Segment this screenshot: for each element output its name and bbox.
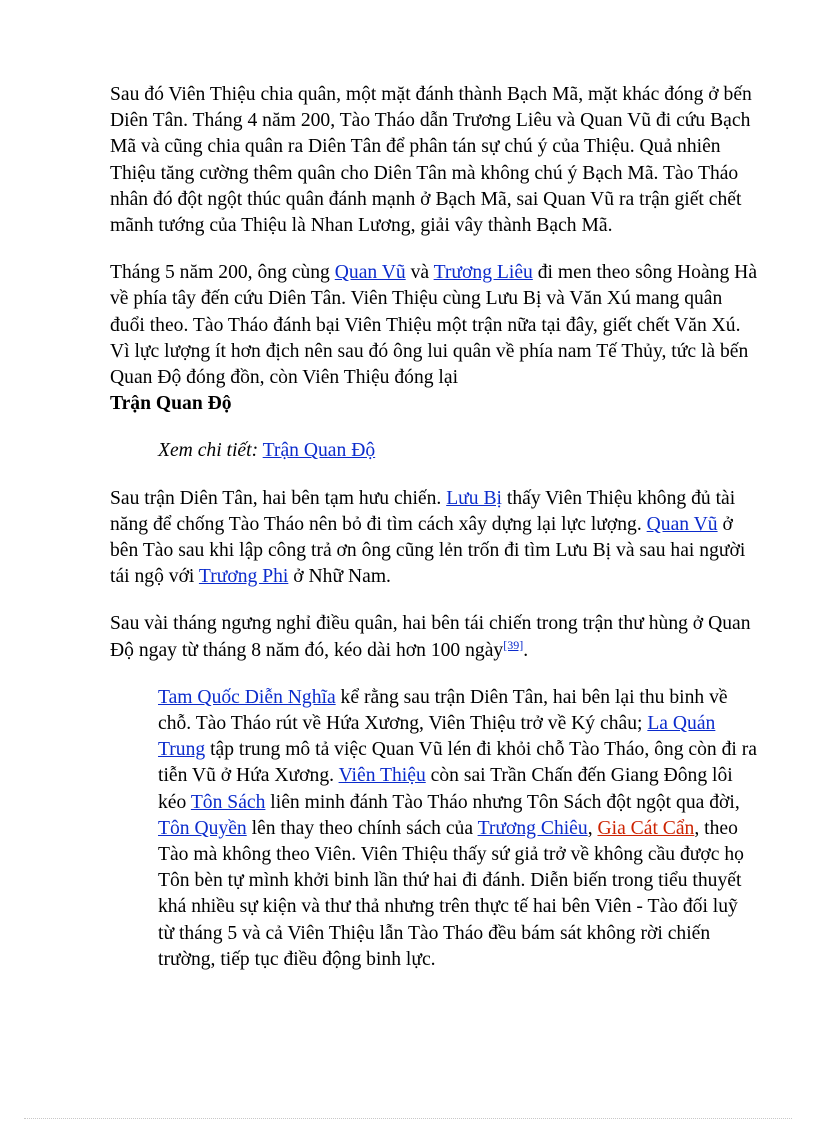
text: kể rằng sau trận Diên Tân, hai bên lại thu binh về chỗ. Tào Tháo rút về Hứa Xương, Viên Thiệu trở về Ký châu; [158, 686, 728, 735]
text: thấy Viên Thiệu không đủ tài năng để chống Tào Tháo nên bỏ đi tìm cách xây dựng lại lực lượng. [110, 487, 736, 535]
document-page [110, 82, 760, 973]
text: Sau trận Diên Tân, hai bên tạm hưu chiến. [110, 487, 447, 509]
link-quan-vu[interactable]: Quan Vũ [334, 262, 406, 284]
text: ở Nhữ Nam. [288, 566, 391, 588]
text: , [587, 817, 598, 839]
text: . [523, 639, 529, 661]
text: Sau vài tháng ngưng nghỉ điều quân, hai bên tái chiến trong trận thư hùng ở Quan Độ ngay từ tháng 8 năm đó, kéo dài hơn 100 ngày [110, 613, 751, 661]
text: còn sai Trần Chấn đến Giang Đông lôi kéo [158, 765, 733, 813]
link-truong-chieu[interactable]: Trương Chiêu [477, 817, 588, 839]
link-vien-thieu[interactable]: Viên Thiệu [338, 765, 426, 787]
text: và [405, 262, 434, 284]
text: tập trung mô tả việc Quan Vũ lén đi khỏi chỗ Tào Tháo, ông còn đi ra tiễn Vũ ở Hứa Xương. [158, 739, 757, 787]
section-heading: Trận Quan Độ [110, 393, 232, 415]
link-truong-lieu[interactable]: Trương Liêu [433, 262, 533, 284]
link-tran-quan-do[interactable]: Trận Quan Độ [262, 440, 376, 462]
text: ở bên Tào sau khi lập công trả ơn ông cũng lẻn trốn đi tìm Lưu Bị và sau hai người tái ngộ với [110, 513, 746, 588]
link-tam-quoc-dien-nghia[interactable]: Tam Quốc Diễn Nghĩa [158, 686, 336, 708]
text: , theo Tào mà không theo Viên. Viên Thiệu thấy sứ giả trở về không cầu được họ Tôn bèn tự mình khởi binh lần thứ hai đi đánh. Diễn biến trong tiểu thuyết khá nhiều sự kiện và thư thả nhưng trên thực tế hai bên Viên - Tào đối luỹ từ tháng 5 và cả Viên Thiệu lẫn Tào Tháo đều bám sát không rời chiến trường, tiếp tục điều động binh lực. [158, 817, 744, 970]
reference-39[interactable]: [39] [503, 637, 524, 652]
link-truong-phi[interactable]: Trương Phi [198, 566, 289, 588]
text: lên thay theo chính sách của [246, 817, 478, 839]
link-ton-sach[interactable]: Tôn Sách [190, 791, 266, 813]
paragraph-dien-tan [110, 260, 760, 417]
paragraph-quan-do [110, 611, 760, 663]
novel-note-block [158, 685, 758, 973]
link-la-quan-trung[interactable]: La Quán Trung [158, 713, 716, 761]
paragraph-bach-ma: Sau đó Viên Thiệu chia quân, một mặt đánh thành Bạch Mã, mặt khác đóng ở bến Diên Tân. Tháng 4 năm 200, Tào Tháo dẫn Trương Liêu và Quan Vũ đi cứu Bạch Mã và cũng chia quân ra Diên Tân để phân tán sự chú ý của Thiệu. Quả nhiên Thiệu tăng cường thêm quân cho Diên Tân mà không chú ý Bạch Mã. Tào Tháo nhân đó đột ngột thúc quân đánh mạnh ở Bạch Mã, sai Quan Vũ ra trận giết chết mãnh tướng của Thiệu là Nhan Lương, giải vây thành Bạch Mã. [110, 84, 752, 237]
link-luu-bi[interactable]: Lưu Bị [446, 487, 502, 509]
text: Tháng 5 năm 200, ông cùng [110, 262, 335, 284]
paragraph-truce [110, 486, 760, 591]
link-gia-cat-can[interactable]: Gia Cát Cẩn [597, 817, 695, 839]
see-also-label: Xem chi tiết: [158, 440, 259, 462]
link-quan-vu-2[interactable]: Quan Vũ [646, 513, 718, 535]
see-also [110, 438, 760, 464]
text: liên minh đánh Tào Tháo nhưng Tôn Sách đột ngột qua đời, [265, 791, 740, 813]
page-bottom-divider [24, 1118, 792, 1119]
text: đi men theo sông Hoàng Hà về phía tây đến cứu Diên Tân. Viên Thiệu cùng Lưu Bị và Văn Xú mang quân đuổi theo. Tào Tháo đánh bại Viên Thiệu một trận nữa tại đây, giết chết Văn Xú. Vì lực lượng ít hơn địch nên sau đó ông lui quân về phía nam Tế Thủy, tức là bến Quan Độ đóng đồn, còn Viên Thiệu đóng lại [110, 262, 758, 389]
link-ton-quyen[interactable]: Tôn Quyền [158, 817, 247, 839]
